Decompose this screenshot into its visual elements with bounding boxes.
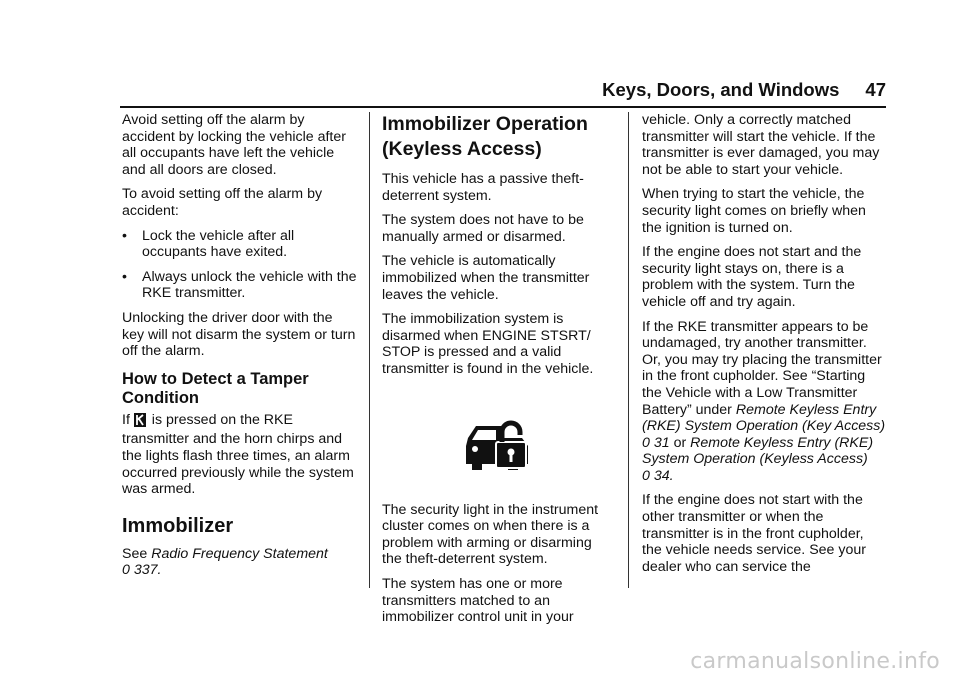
heading-tamper: How to Detect a Tamper Condition xyxy=(122,369,309,407)
paragraph-references xyxy=(642,319,886,485)
paragraph: The security light in the instrument cluster comes on when there is a problem with arming or disarming the theft-deterrent system. xyxy=(382,501,599,568)
page-number: 47 xyxy=(865,79,886,100)
paragraph: To avoid setting off the alarm by accident: xyxy=(122,186,323,219)
security-light-figure xyxy=(382,418,614,474)
column-3 xyxy=(642,112,886,583)
paragraph: If the engine does not start with the other transmitter or when the transmitter is in the front cupholder, the vehicle needs service. See your dealer who can service the xyxy=(642,492,866,575)
paragraph: When trying to start the vehicle, the security light comes on briefly when the ignition is turned on. xyxy=(642,186,866,236)
header-rule xyxy=(120,106,886,108)
bullet-mark: • xyxy=(122,268,127,285)
column-divider-1 xyxy=(369,112,370,588)
reference-link-keyless-access[interactable]: Remote Keyless Entry (RKE) System Operation (Keyless Access) xyxy=(642,434,874,468)
paragraph: The vehicle is automatically immobilized when the transmitter leaves the vehicle. xyxy=(382,253,590,303)
page-reference-34[interactable]: 0 34. xyxy=(642,467,674,484)
list-item-text: Always unlock the vehicle with the RKE transmitter. xyxy=(142,268,357,302)
paragraph: Unlocking the driver door with the key will not disarm the system or turn off the alarm. xyxy=(122,309,356,360)
section-title: Keys, Doors, and Windows xyxy=(602,79,840,100)
tamper-text-pre: If xyxy=(122,411,130,428)
heading-immobilizer-operation: Immobilizer Operation (Keyless Access) xyxy=(382,113,588,160)
watermark: carmanualsonline.info xyxy=(690,649,940,674)
column-2 xyxy=(382,112,614,634)
paragraph-text: If the RKE transmitter appears to be undamaged, try another transmitter. Or, you may try placing the transmitter in the front cupholder. See “Starting the Vehicle with a Low Transmitter Battery” under xyxy=(642,318,882,418)
security-lock-car-icon xyxy=(462,418,534,474)
column-1 xyxy=(122,112,358,587)
paragraph: If the engine does not start and the security light stays on, there is a problem with the system. Turn the vehicle off and try again. xyxy=(642,244,862,310)
column-divider-2 xyxy=(628,112,629,588)
paragraph-tamper xyxy=(122,412,358,498)
paragraph: The immobilization system is disarmed when ENGINE STSRT/ STOP is pressed and a valid transmitter is found in the vehicle. xyxy=(382,311,594,377)
see-reference xyxy=(122,546,358,579)
page-header xyxy=(596,79,886,109)
list-item xyxy=(122,228,358,261)
see-label: See xyxy=(122,545,148,562)
or-text: or xyxy=(673,434,687,451)
list-item-text: Lock the vehicle after all occupants have exited. xyxy=(142,227,295,261)
list-item xyxy=(122,269,358,302)
lock-button-icon xyxy=(134,413,146,432)
paragraph: The system does not have to be manually armed or disarmed. xyxy=(382,212,584,245)
tamper-text-post: is pressed on the RKE transmitter and the horn chirps and the lights flash three times, an alarm occurred previously while the system was armed. xyxy=(122,411,354,498)
paragraph: Avoid setting off the alarm by accident by locking the vehicle after all occupants have left the vehicle and all doors are closed. xyxy=(122,112,346,178)
reference-link[interactable]: Radio Frequency Statement xyxy=(151,545,328,562)
page-reference[interactable]: 0 337. xyxy=(122,562,162,579)
paragraph: The system has one or more transmitters matched to an immobilizer control unit in your xyxy=(382,575,574,626)
heading-immobilizer: Immobilizer xyxy=(122,514,234,537)
reference-link-key-access[interactable]: Remote Keyless Entry (RKE) System Operation (Key Access) xyxy=(642,401,886,435)
paragraph: This vehicle has a passive theft-deterrent system. xyxy=(382,171,584,204)
page-reference-31[interactable]: 0 31 xyxy=(642,434,670,451)
bullet-mark: • xyxy=(122,227,127,244)
paragraph: vehicle. Only a correctly matched transmitter will start the vehicle. If the transmitter is ever damaged, you may not be able to start your vehicle. xyxy=(642,112,880,178)
